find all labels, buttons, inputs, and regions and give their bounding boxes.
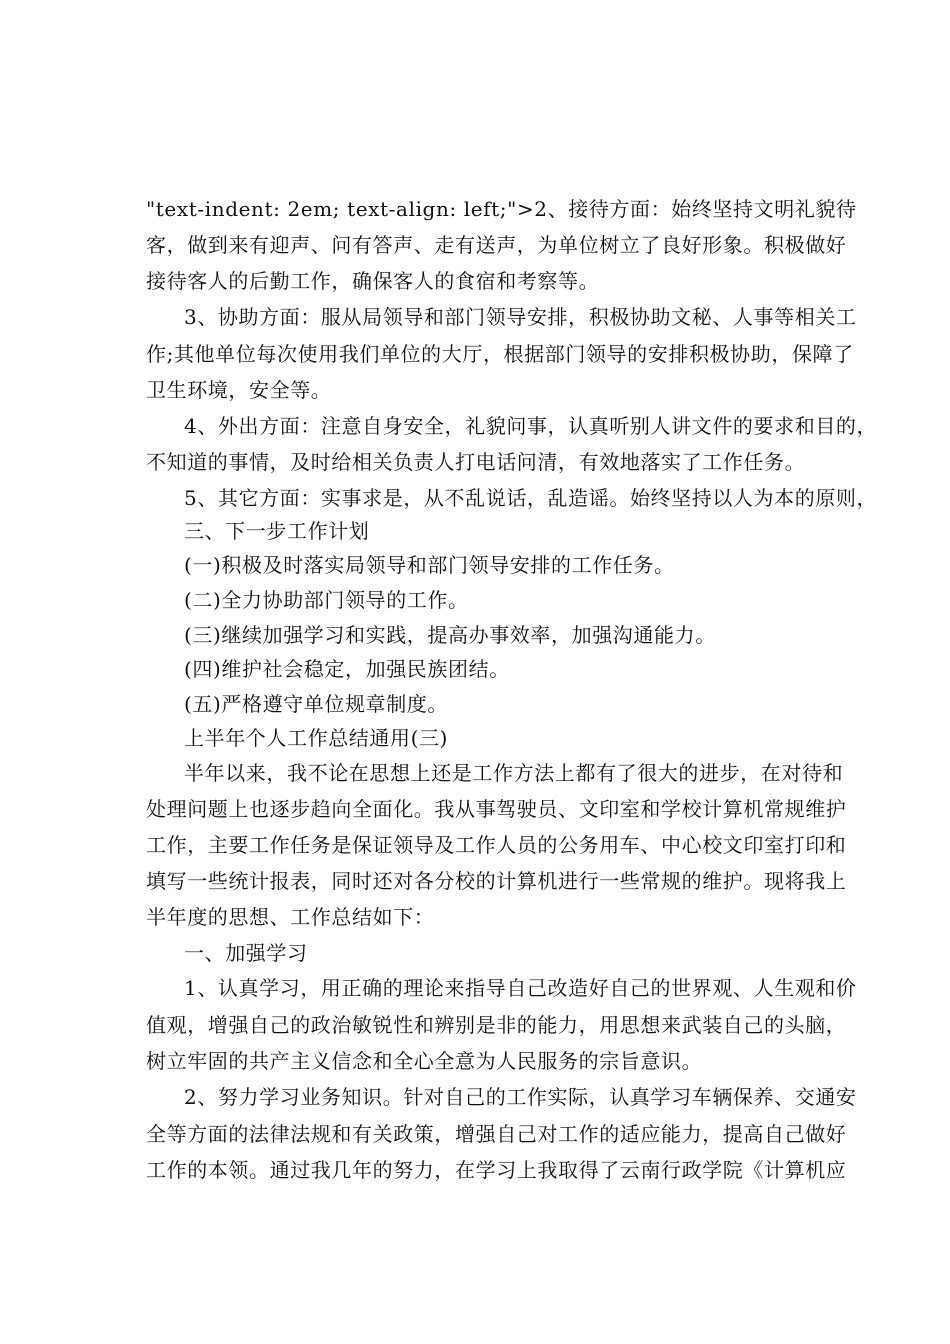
paragraph-line: 接待客人的后勤工作，确保客人的食宿和考察等。: [146, 269, 600, 293]
paragraph-line: 3、协助方面：服从局领导和部门领导安排，积极协助文秘、人事等相关工: [184, 305, 857, 329]
paragraph-line: 工作，主要工作任务是保证领导及工作人员的公务用车、中心校文印室打印和: [146, 833, 847, 857]
paragraph-line: 填写一些统计报表，同时还对各分校的计算机进行一些常规的维护。现将我上: [146, 869, 847, 893]
list-item: (二)全力协助部门领导的工作。: [184, 588, 469, 612]
paragraph-line: 5、其它方面：实事求是，从不乱说话，乱造谣。始终坚持以人为本的原则，: [184, 486, 878, 510]
paragraph-line: "text-indent: 2em; text-align: left;">2、接待方面：始终坚持文明礼貌待: [146, 197, 857, 221]
section-heading: 三、下一步工作计划: [184, 519, 370, 543]
paragraph-line: 2、努力学习业务知识。针对自己的工作实际，认真学习车辆保养、交通安: [184, 1085, 857, 1109]
paragraph-line: 4、外出方面：注意自身安全，礼貌问事，认真听别人讲文件的要求和目的，: [184, 414, 878, 438]
list-item: (三)继续加强学习和实践，提高办事效率，加强沟通能力。: [184, 623, 716, 647]
paragraph-line: 半年以来，我不论在思想上还是工作方法上都有了很大的进步，在对待和: [184, 761, 844, 785]
paragraph-line: 值观，增强自己的政治敏锐性和辨别是非的能力，用思想来武装自己的头脑，: [146, 1013, 847, 1037]
paragraph-line: 卫生环境，安全等。: [146, 378, 332, 402]
list-item: (四)维护社会稳定，加强民族团结。: [184, 657, 510, 681]
paragraph-line: 1、认真学习，用正确的理论来指导自己改造好自己的世界观、人生观和价: [184, 976, 857, 1000]
section-title: 上半年个人工作总结通用(三): [184, 726, 449, 750]
paragraph-line: 树立牢固的共产主义信念和全心全意为人民服务的宗旨意识。: [146, 1049, 703, 1073]
paragraph-line: 作;其他单位每次使用我们单位的大厅，根据部门领导的安排积极协助，保障了: [146, 342, 854, 366]
paragraph-line: 不知道的事情，及时给相关负责人打电话问清，有效地落实了工作任务。: [146, 450, 806, 474]
list-item: (五)严格遵守单位规章制度。: [184, 692, 449, 716]
paragraph-line: 客，做到来有迎声、问有答声、走有送声，为单位树立了良好形象。积极做好: [146, 233, 847, 257]
section-heading: 一、加强学习: [184, 941, 308, 965]
paragraph-line: 全等方面的法律法规和有关政策，增强自己对工作的适应能力，提高自己做好: [146, 1122, 847, 1146]
paragraph-line: 半年度的思想、工作总结如下：: [146, 905, 435, 929]
list-item: (一)积极及时落实局领导和部门领导安排的工作任务。: [184, 553, 675, 577]
paragraph-line: 处理问题上也逐步趋向全面化。我从事驾驶员、文印室和学校计算机常规维护: [146, 797, 847, 821]
paragraph-line: 工作的本领。通过我几年的努力，在学习上我取得了云南行政学院《计算机应: [146, 1158, 847, 1182]
